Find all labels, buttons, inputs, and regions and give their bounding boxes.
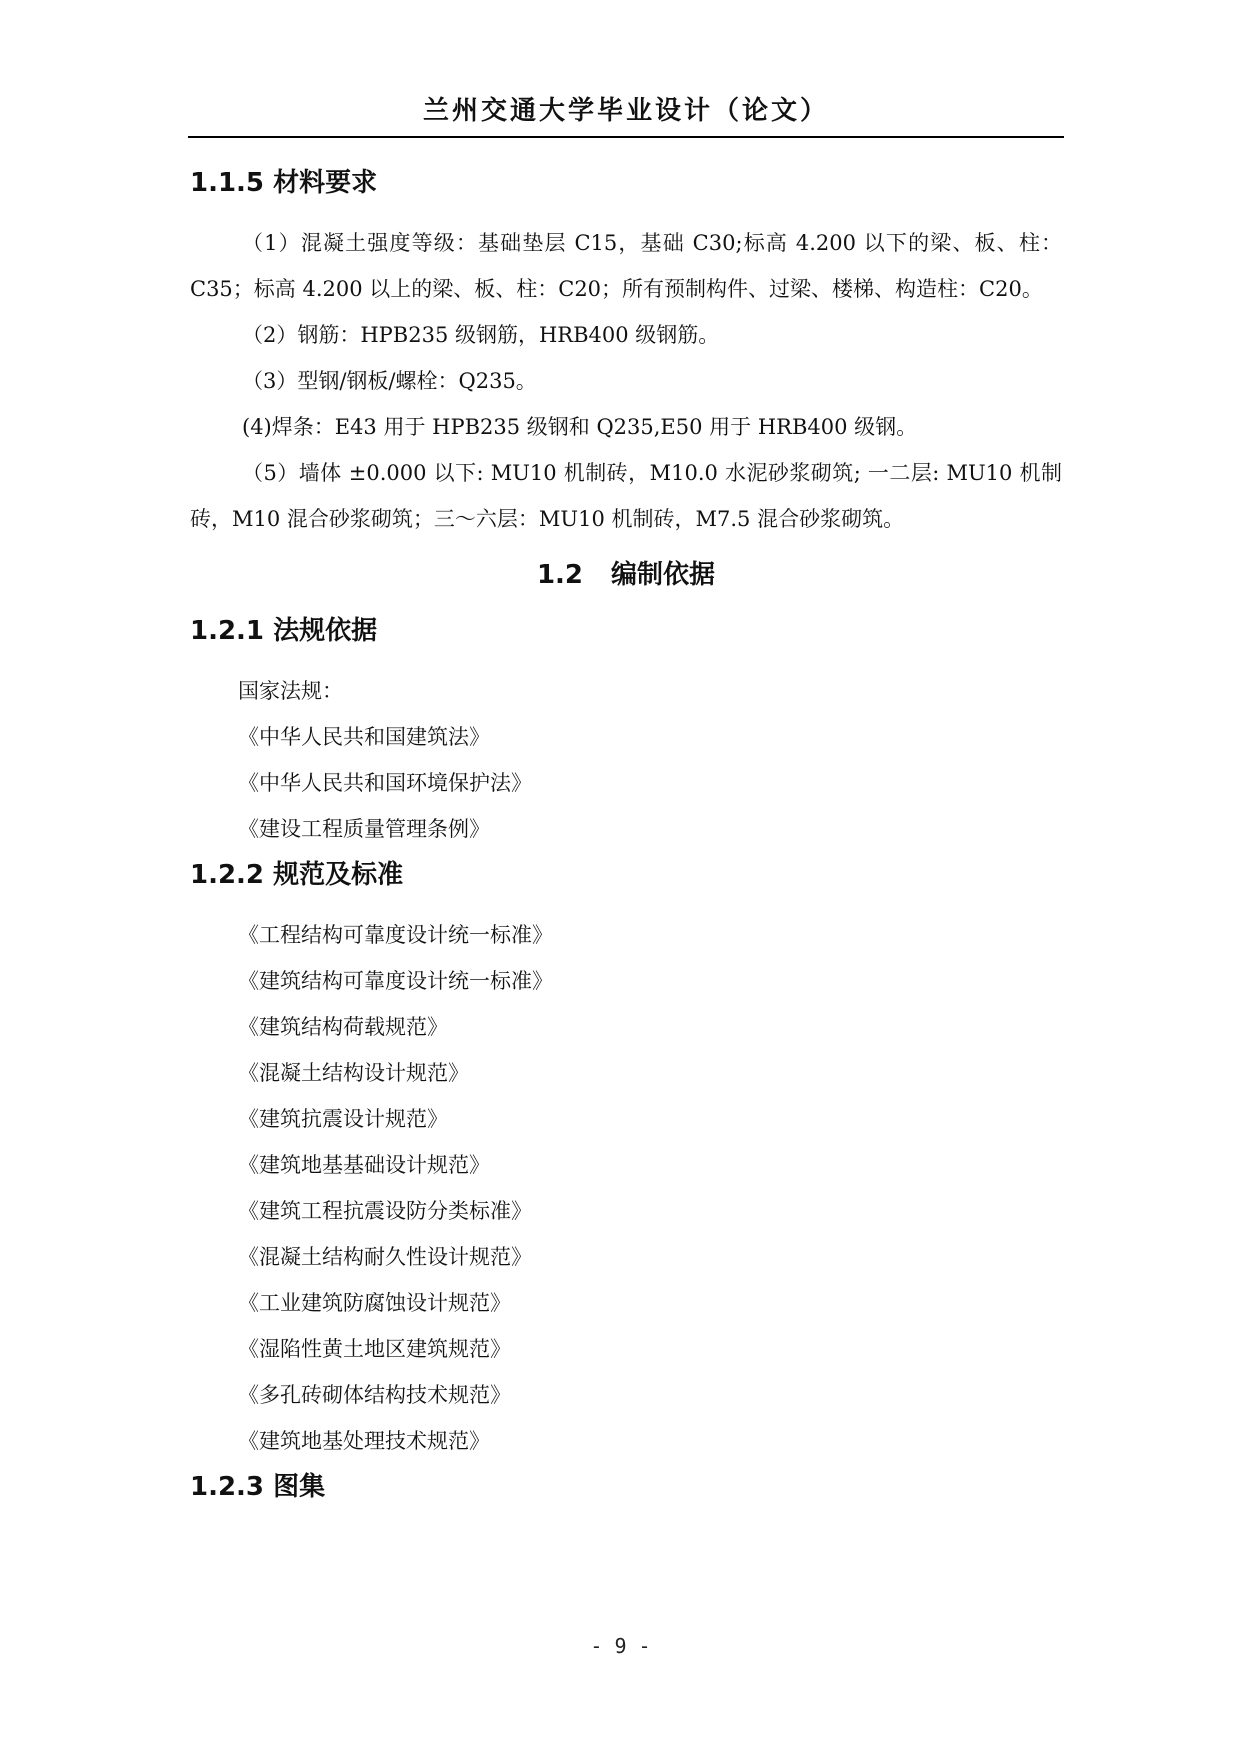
list-item: 《湿陷性黄土地区建筑规范》 xyxy=(238,1337,511,1361)
list-item: 《建筑地基基础设计规范》 xyxy=(238,1153,490,1177)
heading-1-2-3: 1.2.3 图集 xyxy=(190,1472,326,1502)
list-item: 《建筑地基处理技术规范》 xyxy=(238,1429,490,1453)
paragraph-rebar: （2）钢筋：HPB235 级钢筋，HRB400 级钢筋。 xyxy=(242,323,720,347)
heading-1-1-5: 1.1.5 材料要求 xyxy=(190,168,378,198)
list-item: 《工业建筑防腐蚀设计规范》 xyxy=(238,1291,511,1315)
page-number: - 9 - xyxy=(590,1634,651,1658)
heading-1-2-1: 1.2.1 法规依据 xyxy=(190,616,378,646)
list-item: 国家法规： xyxy=(238,679,343,703)
list-item: 《混凝土结构耐久性设计规范》 xyxy=(238,1245,532,1269)
heading-1-2-title: 编制依据 xyxy=(611,560,716,590)
paragraph-wall: （5）墙体 ±0.000 以下: MU10 机制砖，M10.0 水泥砂浆砌筑; 一二层: MU10 机制砖，M10 混合砂浆砌筑；三～六层：MU10 机制砖，M7.5 混合砂浆砌筑。 xyxy=(190,461,1062,531)
heading-1-2-number: 1.2 xyxy=(536,560,584,590)
list-item: 《中华人民共和国环境保护法》 xyxy=(238,771,532,795)
heading-1-2 xyxy=(190,552,1062,598)
list-item: 《中华人民共和国建筑法》 xyxy=(238,725,490,749)
list-item: 《工程结构可靠度设计统一标准》 xyxy=(238,923,553,947)
list-item: 《建筑工程抗震设防分类标准》 xyxy=(238,1199,532,1223)
list-item: 《建筑结构可靠度设计统一标准》 xyxy=(238,969,553,993)
paragraph-steel: （3）型钢/钢板/螺栓：Q235。 xyxy=(242,369,537,393)
header-title: 兰州交通大学毕业设计（论文） xyxy=(422,96,829,126)
paragraph-concrete-grade: （1）混凝土强度等级：基础垫层 C15，基础 C30;标高 4.200 以下的梁、板、柱：C35；标高 4.200 以上的梁、板、柱：C20；所有预制构件、过梁、楼梯、构造柱：C20。 xyxy=(190,231,1062,301)
document-body xyxy=(190,160,1062,1510)
list-item: 《多孔砖砌体结构技术规范》 xyxy=(238,1383,511,1407)
list-item: 《混凝土结构设计规范》 xyxy=(238,1061,469,1085)
page-header xyxy=(188,86,1064,138)
list-item: 《建筑结构荷载规范》 xyxy=(238,1015,448,1039)
list-item: 《建设工程质量管理条例》 xyxy=(238,817,490,841)
list-item: 《建筑抗震设计规范》 xyxy=(238,1107,448,1131)
paragraph-welding-rod: (4)焊条：E43 用于 HPB235 级钢和 Q235,E50 用于 HRB400 级钢。 xyxy=(242,415,918,439)
heading-1-2-2: 1.2.2 规范及标准 xyxy=(190,860,404,890)
